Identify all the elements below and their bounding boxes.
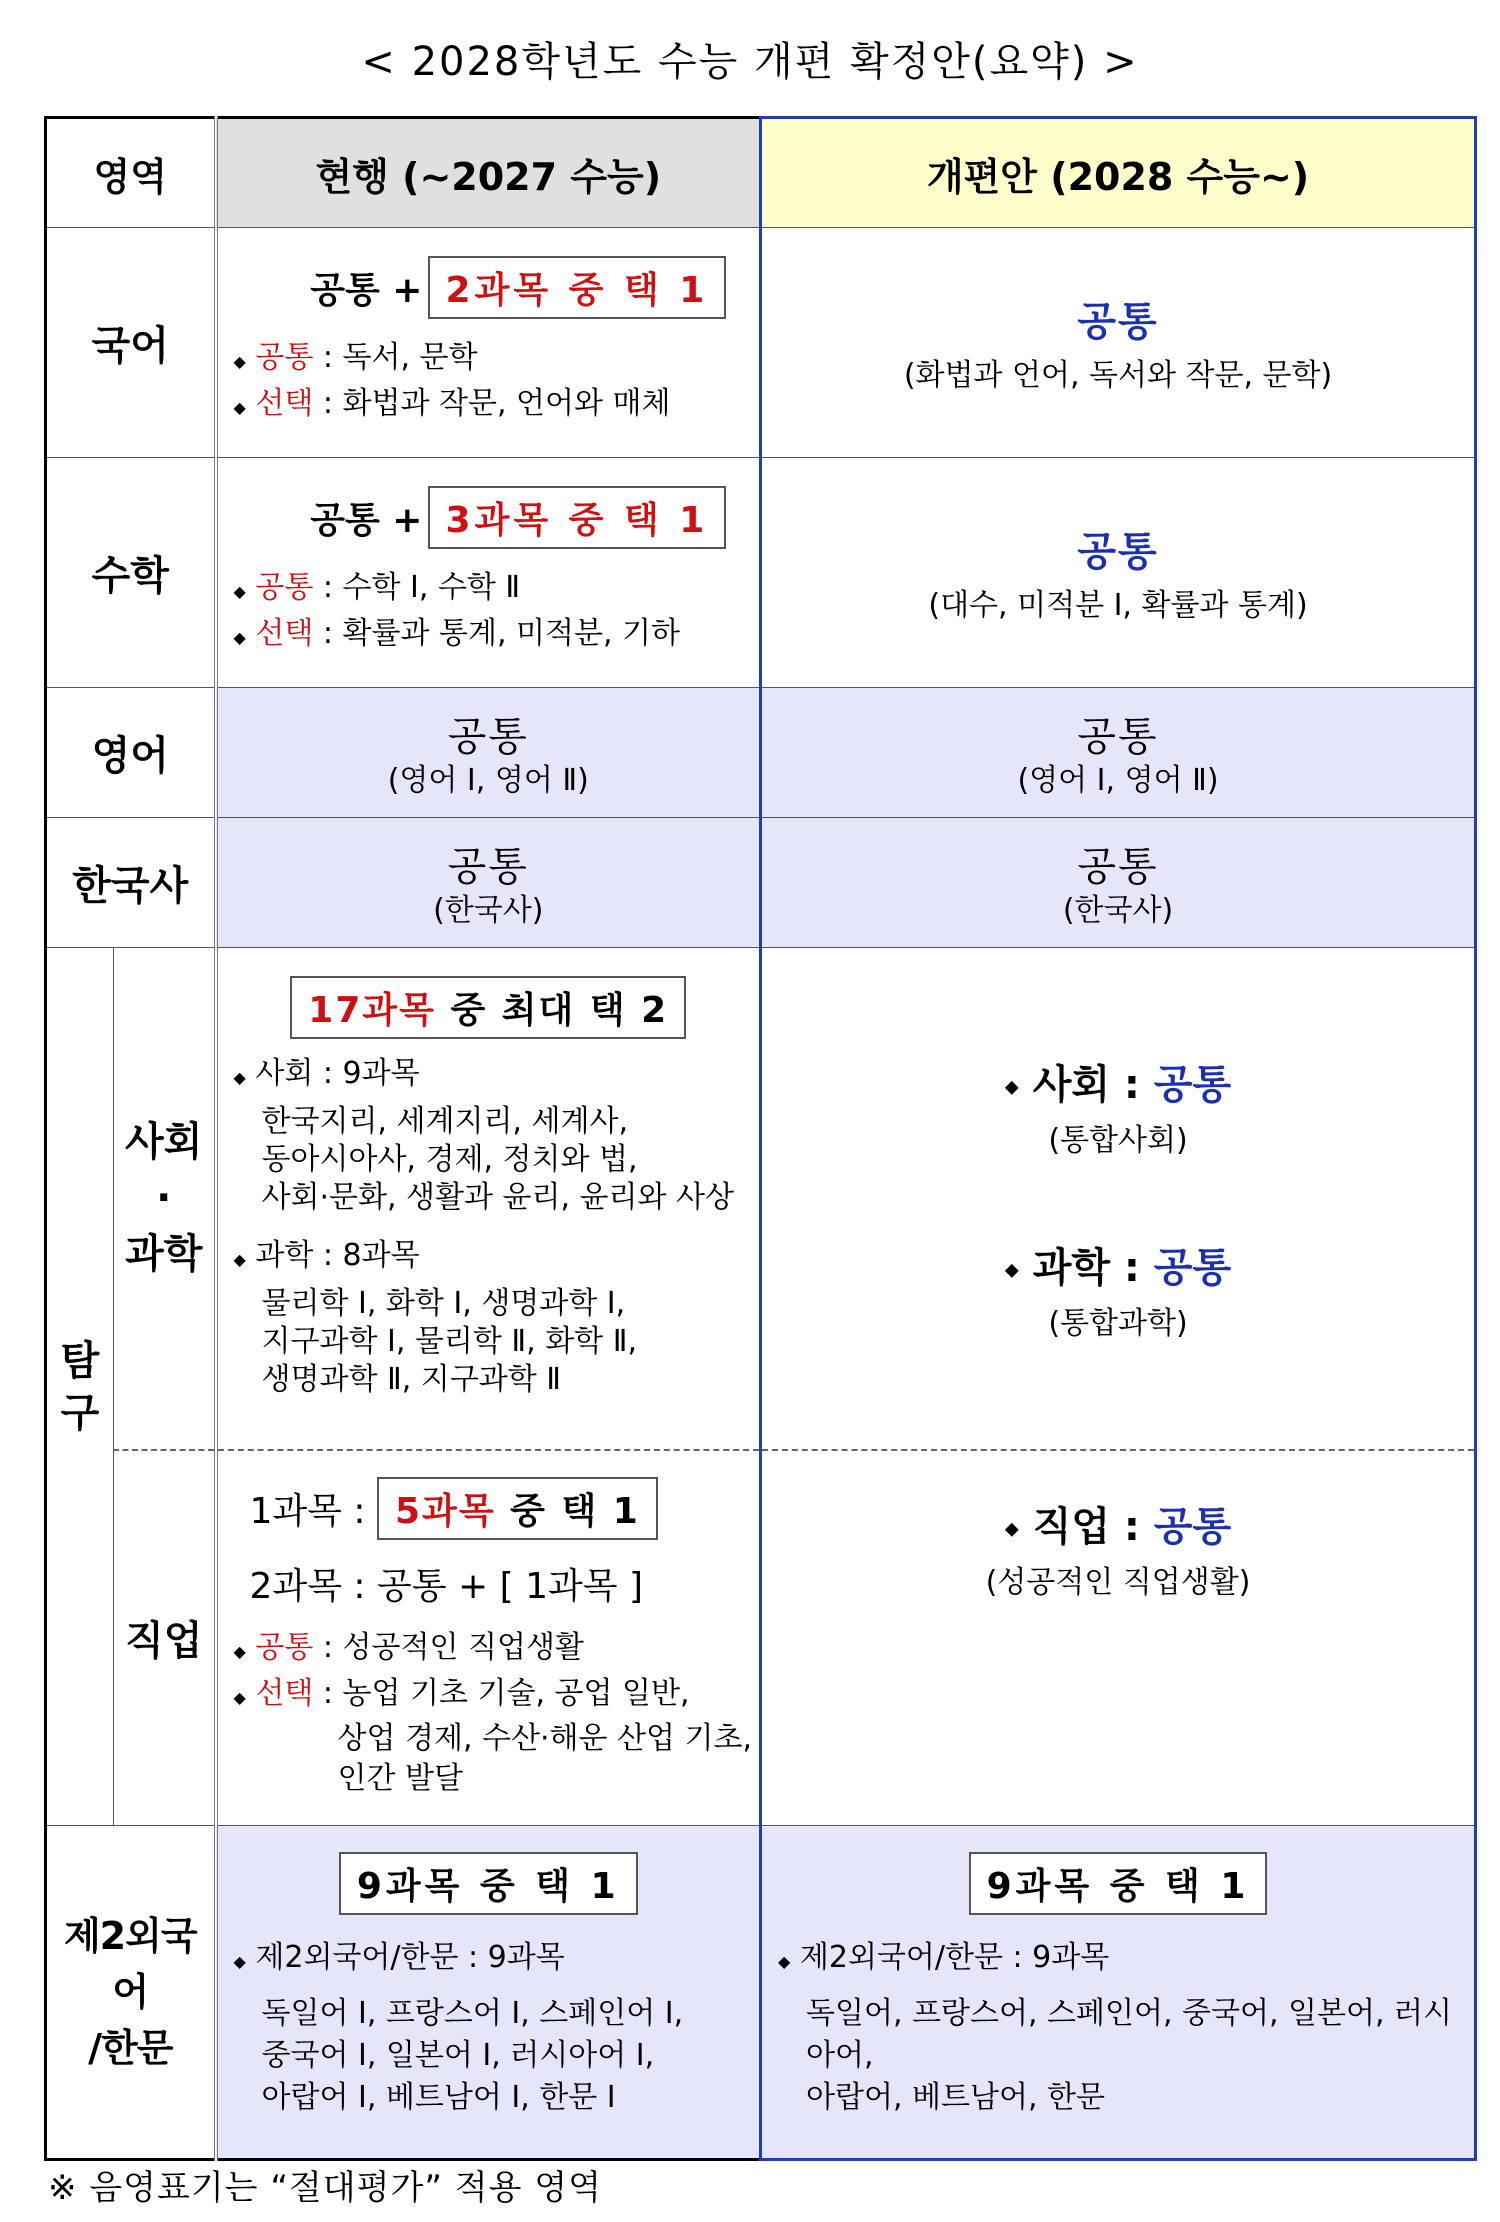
header-current: 현행 (~2027 수능) [216,118,761,228]
second-language-reform-heading [778,1937,1474,1983]
bullet-icon: ◆ [778,1952,791,1971]
korean-current-box: 2과목 중 택 1 [428,256,727,319]
reform-vocational-line [762,1495,1474,1552]
math-reform-sub: (대수, 미적분 Ⅰ, 확률과 통계) [928,588,1308,623]
reform-social-label: 사회 [1032,1062,1110,1109]
math-bullet2-text: : 확률과 통계, 미적분, 기하 [313,616,681,651]
reform-vocational-sep: : [1109,1503,1154,1550]
vocational-reform [761,1450,1476,1826]
vocational-bullet1-label: 공통 [255,1629,314,1665]
vocational-box-red: 5과목 [395,1490,496,1532]
second-language-current-item: 아랍어 Ⅰ, 베트남어 Ⅰ, 한문 Ⅰ [261,2080,616,2115]
history-reform-main: 공통 [1077,844,1159,890]
math-reform [761,458,1476,688]
row-history [46,818,1476,948]
comparison-table [44,116,1477,2161]
row-vocational [46,1450,1476,1826]
second-language-current [216,1826,761,2160]
bullet-icon: ◆ [233,582,246,601]
row-korean [46,228,1476,458]
reform-science-value: 공통 [1153,1245,1232,1292]
korean-bullet-common [234,337,760,383]
social-heading-text: 사회 : 9과목 [255,1056,420,1091]
history-reform-sub: (한국사) [1062,893,1174,928]
social-science-box-red: 17과목 [308,990,436,1031]
social-science-reform [761,948,1476,1450]
history-current [216,818,761,948]
science-heading-text: 과학 : 8과목 [255,1238,420,1273]
area-vocational: 직업 [114,1450,216,1826]
reform-vocational-sub: (성공적인 직업생활) [985,1564,1251,1600]
reform-social-sep: : [1109,1062,1154,1109]
area-korean: 국어 [46,228,216,458]
math-bullet2-label: 선택 [255,616,314,651]
area-math: 수학 [46,458,216,688]
header-area: 영역 [46,118,216,228]
history-reform [761,818,1476,948]
math-current-prefix: 공통 + [310,500,423,541]
reform-social-sub: (통합사회) [1048,1123,1188,1159]
reform-science-sep: : [1109,1245,1154,1292]
reform-vocational-value: 공통 [1153,1503,1232,1550]
area-second-language-1: 제2외국어 [63,1914,197,2014]
row-social-science [46,948,1476,1450]
bullet-icon: ◆ [233,1952,246,1971]
social-science-current [216,948,761,1450]
header-reform: 개편안 (2028 수능~) [761,118,1476,228]
math-bullet-common [234,567,760,613]
bullet-icon: ◆ [1004,1076,1019,1098]
second-language-reform-item: 아랍어, 베트남어, 한문 [806,2080,1105,2115]
header-row [46,118,1476,228]
social-item: 한국지리, 세계지리, 세계사, [261,1104,628,1139]
area-social: 사회 [125,1119,203,1166]
korean-reform [761,228,1476,458]
area-second-language-2: /한문 [88,2026,173,2070]
vocational-line1-prefix: 1과목 : [249,1490,366,1532]
bullet-icon: ◆ [233,352,246,371]
science-item: 생명과학 Ⅱ, 지구과학 Ⅱ [261,1362,562,1397]
bullet-icon: ◆ [233,1250,246,1269]
social-heading [234,1053,760,1099]
english-reform [761,688,1476,818]
math-bullet-select [234,613,760,659]
reform-science-sub: (통합과학) [1048,1306,1188,1342]
korean-bullet2-label: 선택 [255,386,314,421]
bullet-icon: ◆ [233,1641,246,1661]
vocational-line1 [218,1477,760,1540]
bullet-icon: ◆ [233,628,246,647]
english-reform-sub: (영어 Ⅰ, 영어 Ⅱ) [1017,763,1219,798]
vocational-bullet-select [234,1673,760,1719]
social-science-box-rest: 중 최대 택 2 [435,990,669,1031]
row-english [46,688,1476,818]
korean-bullet2-text: : 화법과 작문, 언어와 매체 [313,386,671,421]
second-language-reform-heading-text: 제2외국어/한문 : 9과목 [799,1940,1110,1975]
second-language-current-heading [234,1937,760,1983]
vocational-bullet2-text: : 농업 기초 기술, 공업 일반, [313,1675,690,1711]
area-dot: · [156,1175,172,1222]
area-science: 과학 [125,1231,203,1278]
korean-reform-sub: (화법과 언어, 독서와 작문, 문학) [903,358,1333,393]
area-english: 영어 [46,688,216,818]
reform-vocational-label: 직업 [1032,1503,1110,1550]
social-item: 사회·문화, 생활과 윤리, 윤리와 사상 [261,1180,734,1215]
second-language-current-heading-text: 제2외국어/한문 : 9과목 [255,1940,565,1975]
korean-bullet1-text: : 독서, 문학 [313,340,478,375]
science-item: 물리학 Ⅰ, 화학 Ⅰ, 생명과학 Ⅰ, [261,1286,626,1321]
korean-current [216,228,761,458]
reform-social-line [762,1053,1474,1110]
footnote: ※ 음영표기는 “절대평가” 적용 영역 [48,2168,602,2208]
reform-science-label: 과학 [1032,1245,1110,1292]
vocational-bullet1-text: : 성공적인 직업생활 [313,1629,584,1665]
english-current-sub: (영어 Ⅰ, 영어 Ⅱ) [387,763,589,798]
english-current-main: 공통 [447,714,529,760]
social-science-box [290,976,686,1039]
page-title: < 2028학년도 수능 개편 확정안(요약) > [361,39,1139,85]
social-item: 동아시아사, 경제, 정치와 법, [261,1142,638,1177]
area-inquiry-2: 구 [60,1389,100,1436]
bullet-icon: ◆ [1004,1259,1019,1281]
area-history: 한국사 [46,818,216,948]
second-language-current-item: 중국어 Ⅰ, 일본어 Ⅰ, 러시아어 Ⅰ, [261,2038,655,2073]
second-language-current-box: 9과목 중 택 1 [339,1852,638,1915]
row-second-language [46,1826,1476,2160]
vocational-bullet2-label: 선택 [255,1675,314,1711]
bullet-icon: ◆ [1004,1518,1019,1539]
history-current-sub: (한국사) [433,893,544,928]
area-inquiry [46,948,114,1826]
english-current [216,688,761,818]
math-bullet1-label: 공통 [255,570,314,605]
area-inquiry-1: 탐 [60,1337,100,1384]
math-reform-main: 공통 [1077,529,1159,575]
area-second-language [46,1826,216,2160]
vocational-current [216,1450,761,1826]
math-bullet1-text: : 수학 Ⅰ, 수학 Ⅱ [313,570,521,605]
korean-current-prefix: 공통 + [310,270,423,311]
bullet-icon: ◆ [233,398,246,417]
bullet-icon: ◆ [233,1068,246,1087]
reform-science-line [762,1236,1474,1293]
second-language-reform [761,1826,1476,2160]
vocational-line2: 2과목 : 공통 + [ 1과목 ] [249,1565,644,1607]
bullet-icon: ◆ [233,1687,246,1707]
science-heading [234,1235,760,1281]
english-reform-main: 공통 [1077,714,1159,760]
history-current-main: 공통 [447,844,529,890]
vocational-bullet-common [234,1627,760,1673]
math-current-box: 3과목 중 택 1 [428,486,727,549]
korean-reform-main: 공통 [1077,299,1159,345]
korean-bullet1-label: 공통 [255,340,314,375]
math-current [216,458,761,688]
second-language-current-item: 독일어 Ⅰ, 프랑스어 Ⅰ, 스페인어 Ⅰ, [261,1996,684,2031]
area-social-science [114,948,216,1450]
second-language-reform-box: 9과목 중 택 1 [969,1852,1268,1915]
korean-bullet-select [234,383,760,429]
row-math [46,458,1476,688]
vocational-select-item: 인간 발달 [337,1760,463,1796]
vocational-box-rest: 중 택 1 [495,1490,640,1532]
reform-social-value: 공통 [1153,1062,1232,1109]
second-language-reform-item: 독일어, 프랑스어, 스페인어, 중국어, 일본어, 러시아어, [806,1996,1452,2073]
science-item: 지구과학 Ⅰ, 물리학 Ⅱ, 화학 Ⅱ, [261,1324,638,1359]
vocational-select-item: 상업 경제, 수산·해운 산업 기초, [337,1720,753,1756]
vocational-box [377,1477,658,1540]
